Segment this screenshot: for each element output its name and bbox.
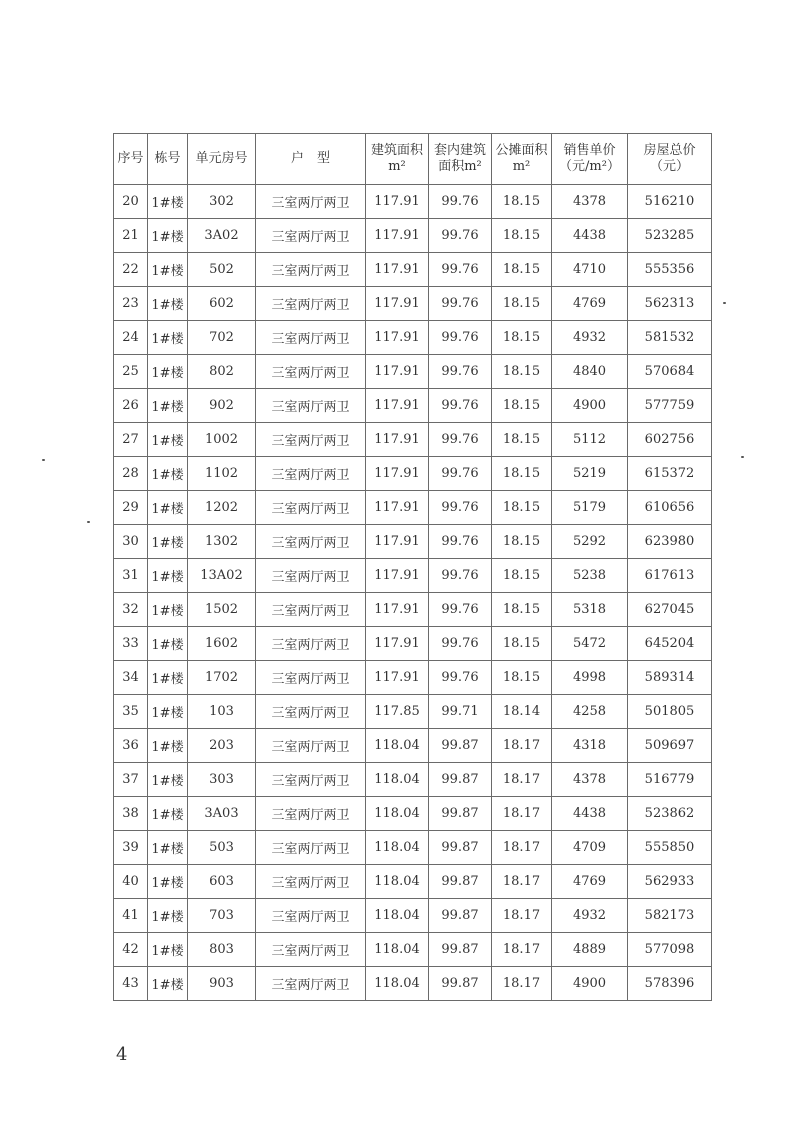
- cell-building-area: 118.04: [366, 729, 429, 763]
- cell-building-area: 117.91: [366, 661, 429, 695]
- cell-building: 1#楼: [148, 355, 188, 389]
- table-row: [114, 457, 712, 491]
- header-label: 套内建筑: [433, 143, 486, 158]
- cell-unit: 902: [188, 389, 256, 423]
- table-row: [114, 763, 712, 797]
- header-unit-label: （元）: [649, 159, 689, 174]
- header-label: 公摊面积: [495, 143, 548, 158]
- cell-index: 35: [114, 695, 148, 729]
- cell-building: 1#楼: [148, 389, 188, 423]
- cell-building: 1#楼: [148, 627, 188, 661]
- cell-unit: 303: [188, 763, 256, 797]
- table-row: [114, 321, 712, 355]
- cell-building: 1#楼: [148, 593, 188, 627]
- cell-total-price: 581532: [628, 321, 712, 355]
- cell-total-price: 501805: [628, 695, 712, 729]
- cell-unit-price: 4769: [552, 865, 628, 899]
- cell-layout: 三室两厅两卫: [256, 967, 366, 1001]
- scan-speck: [87, 521, 90, 523]
- cell-building: 1#楼: [148, 253, 188, 287]
- cell-unit: 302: [188, 185, 256, 219]
- cell-layout: 三室两厅两卫: [256, 763, 366, 797]
- cell-unit: 1502: [188, 593, 256, 627]
- cell-unit: 702: [188, 321, 256, 355]
- cell-building: 1#楼: [148, 287, 188, 321]
- header-unit: [188, 134, 256, 185]
- table-row: [114, 559, 712, 593]
- cell-total-price: 582173: [628, 899, 712, 933]
- cell-building: 1#楼: [148, 525, 188, 559]
- header-label: 销售单价: [563, 143, 616, 158]
- cell-total-price: 577098: [628, 933, 712, 967]
- cell-shared-area: 18.15: [492, 355, 552, 389]
- cell-layout: 三室两厅两卫: [256, 559, 366, 593]
- cell-total-price: 523285: [628, 219, 712, 253]
- cell-building-area: 117.91: [366, 559, 429, 593]
- cell-unit: 203: [188, 729, 256, 763]
- cell-building-area: 117.91: [366, 627, 429, 661]
- cell-building-area: 117.91: [366, 525, 429, 559]
- cell-layout: 三室两厅两卫: [256, 491, 366, 525]
- cell-unit: 1602: [188, 627, 256, 661]
- cell-unit: 602: [188, 287, 256, 321]
- cell-unit: 103: [188, 695, 256, 729]
- header-unit-label: m²: [512, 159, 531, 174]
- header-label: 房屋总价: [643, 143, 696, 158]
- cell-shared-area: 18.15: [492, 185, 552, 219]
- header-inner-area: [429, 134, 492, 185]
- cell-index: 25: [114, 355, 148, 389]
- cell-index: 33: [114, 627, 148, 661]
- scan-speck: [723, 302, 726, 304]
- cell-unit-price: 5238: [552, 559, 628, 593]
- cell-unit: 1102: [188, 457, 256, 491]
- cell-building: 1#楼: [148, 219, 188, 253]
- cell-building-area: 118.04: [366, 865, 429, 899]
- cell-shared-area: 18.14: [492, 695, 552, 729]
- cell-building: 1#楼: [148, 763, 188, 797]
- header-label: 单元房号: [195, 151, 248, 166]
- cell-shared-area: 18.15: [492, 491, 552, 525]
- cell-unit-price: 4932: [552, 899, 628, 933]
- cell-inner-area: 99.87: [429, 729, 492, 763]
- cell-inner-area: 99.76: [429, 627, 492, 661]
- cell-unit: 703: [188, 899, 256, 933]
- page-number: 4: [116, 1044, 128, 1065]
- cell-total-price: 623980: [628, 525, 712, 559]
- cell-building-area: 117.91: [366, 389, 429, 423]
- cell-shared-area: 18.15: [492, 321, 552, 355]
- cell-layout: 三室两厅两卫: [256, 729, 366, 763]
- cell-building: 1#楼: [148, 695, 188, 729]
- cell-inner-area: 99.87: [429, 967, 492, 1001]
- cell-inner-area: 99.76: [429, 525, 492, 559]
- cell-index: 24: [114, 321, 148, 355]
- cell-building-area: 118.04: [366, 933, 429, 967]
- cell-inner-area: 99.87: [429, 797, 492, 831]
- cell-index: 27: [114, 423, 148, 457]
- header-unit-price: [552, 134, 628, 185]
- cell-shared-area: 18.15: [492, 457, 552, 491]
- cell-index: 38: [114, 797, 148, 831]
- cell-shared-area: 18.15: [492, 661, 552, 695]
- cell-shared-area: 18.15: [492, 219, 552, 253]
- cell-shared-area: 18.15: [492, 525, 552, 559]
- cell-shared-area: 18.17: [492, 797, 552, 831]
- cell-index: 36: [114, 729, 148, 763]
- table-row: [114, 729, 712, 763]
- cell-total-price: 562313: [628, 287, 712, 321]
- cell-index: 42: [114, 933, 148, 967]
- cell-building-area: 118.04: [366, 967, 429, 1001]
- cell-unit: 3A03: [188, 797, 256, 831]
- cell-unit-price: 4258: [552, 695, 628, 729]
- cell-inner-area: 99.76: [429, 491, 492, 525]
- header-shared-area: [492, 134, 552, 185]
- cell-inner-area: 99.76: [429, 355, 492, 389]
- cell-unit: 903: [188, 967, 256, 1001]
- cell-unit-price: 5318: [552, 593, 628, 627]
- cell-building-area: 117.91: [366, 355, 429, 389]
- cell-inner-area: 99.87: [429, 831, 492, 865]
- cell-unit: 1202: [188, 491, 256, 525]
- cell-layout: 三室两厅两卫: [256, 899, 366, 933]
- cell-shared-area: 18.15: [492, 389, 552, 423]
- table-row: [114, 219, 712, 253]
- cell-layout: 三室两厅两卫: [256, 219, 366, 253]
- cell-index: 23: [114, 287, 148, 321]
- cell-shared-area: 18.15: [492, 627, 552, 661]
- cell-building: 1#楼: [148, 423, 188, 457]
- cell-unit: 503: [188, 831, 256, 865]
- cell-layout: 三室两厅两卫: [256, 593, 366, 627]
- cell-index: 29: [114, 491, 148, 525]
- cell-building: 1#楼: [148, 321, 188, 355]
- table-row: [114, 185, 712, 219]
- header-label: 栋号: [154, 151, 181, 166]
- table-row: [114, 865, 712, 899]
- cell-inner-area: 99.76: [429, 287, 492, 321]
- cell-unit-price: 4900: [552, 967, 628, 1001]
- cell-building-area: 118.04: [366, 831, 429, 865]
- cell-building-area: 117.91: [366, 491, 429, 525]
- cell-unit-price: 4438: [552, 797, 628, 831]
- cell-shared-area: 18.17: [492, 729, 552, 763]
- cell-total-price: 602756: [628, 423, 712, 457]
- cell-inner-area: 99.76: [429, 253, 492, 287]
- cell-inner-area: 99.76: [429, 457, 492, 491]
- cell-total-price: 627045: [628, 593, 712, 627]
- table-row: [114, 593, 712, 627]
- cell-total-price: 562933: [628, 865, 712, 899]
- cell-total-price: 555850: [628, 831, 712, 865]
- cell-index: 21: [114, 219, 148, 253]
- cell-inner-area: 99.76: [429, 219, 492, 253]
- cell-unit: 1302: [188, 525, 256, 559]
- cell-index: 22: [114, 253, 148, 287]
- cell-building-area: 117.91: [366, 593, 429, 627]
- cell-inner-area: 99.87: [429, 865, 492, 899]
- cell-unit: 1002: [188, 423, 256, 457]
- cell-total-price: 523862: [628, 797, 712, 831]
- cell-total-price: 645204: [628, 627, 712, 661]
- cell-building-area: 118.04: [366, 797, 429, 831]
- cell-inner-area: 99.87: [429, 933, 492, 967]
- table-row: [114, 355, 712, 389]
- scan-speck: [741, 456, 744, 458]
- cell-unit: 803: [188, 933, 256, 967]
- header-label: 序号: [117, 151, 144, 166]
- cell-unit-price: 4900: [552, 389, 628, 423]
- cell-layout: 三室两厅两卫: [256, 389, 366, 423]
- cell-layout: 三室两厅两卫: [256, 831, 366, 865]
- cell-inner-area: 99.76: [429, 559, 492, 593]
- table-row: [114, 695, 712, 729]
- cell-index: 37: [114, 763, 148, 797]
- cell-index: 32: [114, 593, 148, 627]
- cell-index: 41: [114, 899, 148, 933]
- cell-building: 1#楼: [148, 899, 188, 933]
- header-building-area: [366, 134, 429, 185]
- cell-shared-area: 18.17: [492, 899, 552, 933]
- cell-inner-area: 99.76: [429, 185, 492, 219]
- cell-total-price: 516779: [628, 763, 712, 797]
- cell-unit-price: 4932: [552, 321, 628, 355]
- cell-building-area: 118.04: [366, 763, 429, 797]
- cell-layout: 三室两厅两卫: [256, 797, 366, 831]
- cell-index: 26: [114, 389, 148, 423]
- scan-speck: [42, 459, 45, 461]
- cell-unit-price: 5112: [552, 423, 628, 457]
- cell-total-price: 617613: [628, 559, 712, 593]
- cell-index: 20: [114, 185, 148, 219]
- header-label: 建筑面积: [370, 143, 423, 158]
- cell-unit-price: 4889: [552, 933, 628, 967]
- cell-unit: 603: [188, 865, 256, 899]
- cell-shared-area: 18.15: [492, 593, 552, 627]
- price-table: [113, 133, 712, 1001]
- cell-layout: 三室两厅两卫: [256, 253, 366, 287]
- cell-building: 1#楼: [148, 661, 188, 695]
- cell-unit: 3A02: [188, 219, 256, 253]
- table-row: [114, 389, 712, 423]
- cell-building-area: 117.91: [366, 457, 429, 491]
- cell-unit-price: 5292: [552, 525, 628, 559]
- cell-building-area: 117.91: [366, 219, 429, 253]
- cell-total-price: 516210: [628, 185, 712, 219]
- cell-layout: 三室两厅两卫: [256, 695, 366, 729]
- cell-index: 43: [114, 967, 148, 1001]
- cell-building-area: 117.91: [366, 287, 429, 321]
- cell-shared-area: 18.15: [492, 287, 552, 321]
- cell-index: 28: [114, 457, 148, 491]
- cell-total-price: 509697: [628, 729, 712, 763]
- header-total-price: [628, 134, 712, 185]
- cell-building: 1#楼: [148, 559, 188, 593]
- cell-unit-price: 4378: [552, 185, 628, 219]
- cell-building: 1#楼: [148, 185, 188, 219]
- cell-building-area: 117.91: [366, 423, 429, 457]
- cell-layout: 三室两厅两卫: [256, 321, 366, 355]
- cell-building: 1#楼: [148, 933, 188, 967]
- table-row: [114, 797, 712, 831]
- cell-shared-area: 18.17: [492, 933, 552, 967]
- header-unit-label: （元/m²）: [559, 159, 620, 174]
- cell-inner-area: 99.87: [429, 763, 492, 797]
- table-row: [114, 627, 712, 661]
- cell-building: 1#楼: [148, 797, 188, 831]
- cell-inner-area: 99.76: [429, 593, 492, 627]
- cell-unit-price: 4769: [552, 287, 628, 321]
- table-row: [114, 287, 712, 321]
- cell-building-area: 117.91: [366, 253, 429, 287]
- cell-building-area: 117.91: [366, 321, 429, 355]
- cell-layout: 三室两厅两卫: [256, 627, 366, 661]
- cell-shared-area: 18.15: [492, 559, 552, 593]
- cell-total-price: 578396: [628, 967, 712, 1001]
- cell-shared-area: 18.15: [492, 253, 552, 287]
- cell-total-price: 577759: [628, 389, 712, 423]
- cell-building-area: 118.04: [366, 899, 429, 933]
- cell-unit: 802: [188, 355, 256, 389]
- cell-unit-price: 4710: [552, 253, 628, 287]
- cell-total-price: 555356: [628, 253, 712, 287]
- cell-building: 1#楼: [148, 729, 188, 763]
- cell-shared-area: 18.15: [492, 423, 552, 457]
- cell-inner-area: 99.71: [429, 695, 492, 729]
- header-unit-label: m²: [388, 159, 406, 174]
- cell-shared-area: 18.17: [492, 967, 552, 1001]
- table-row: [114, 661, 712, 695]
- cell-unit-price: 5219: [552, 457, 628, 491]
- cell-unit-price: 4378: [552, 763, 628, 797]
- cell-layout: 三室两厅两卫: [256, 661, 366, 695]
- cell-shared-area: 18.17: [492, 831, 552, 865]
- cell-building-area: 117.91: [366, 185, 429, 219]
- cell-inner-area: 99.76: [429, 321, 492, 355]
- cell-layout: 三室两厅两卫: [256, 457, 366, 491]
- header-unit-label: 面积m²: [438, 159, 482, 174]
- cell-building: 1#楼: [148, 491, 188, 525]
- cell-unit-price: 4709: [552, 831, 628, 865]
- cell-unit-price: 4318: [552, 729, 628, 763]
- cell-unit: 502: [188, 253, 256, 287]
- table-row: [114, 831, 712, 865]
- table-row: [114, 253, 712, 287]
- cell-unit-price: 4998: [552, 661, 628, 695]
- cell-inner-area: 99.76: [429, 423, 492, 457]
- cell-shared-area: 18.17: [492, 865, 552, 899]
- cell-layout: 三室两厅两卫: [256, 355, 366, 389]
- cell-inner-area: 99.76: [429, 661, 492, 695]
- cell-layout: 三室两厅两卫: [256, 423, 366, 457]
- cell-layout: 三室两厅两卫: [256, 525, 366, 559]
- cell-index: 40: [114, 865, 148, 899]
- cell-building: 1#楼: [148, 967, 188, 1001]
- cell-unit: 1702: [188, 661, 256, 695]
- cell-building: 1#楼: [148, 831, 188, 865]
- cell-inner-area: 99.87: [429, 899, 492, 933]
- table-body: [114, 185, 712, 1001]
- cell-unit-price: 5179: [552, 491, 628, 525]
- cell-index: 30: [114, 525, 148, 559]
- table-row: [114, 933, 712, 967]
- cell-layout: 三室两厅两卫: [256, 933, 366, 967]
- cell-building-area: 117.85: [366, 695, 429, 729]
- cell-unit-price: 4438: [552, 219, 628, 253]
- cell-layout: 三室两厅两卫: [256, 185, 366, 219]
- cell-building: 1#楼: [148, 865, 188, 899]
- cell-unit-price: 5472: [552, 627, 628, 661]
- cell-index: 34: [114, 661, 148, 695]
- cell-building: 1#楼: [148, 457, 188, 491]
- header-index: [114, 134, 148, 185]
- cell-unit: 13A02: [188, 559, 256, 593]
- cell-total-price: 570684: [628, 355, 712, 389]
- cell-total-price: 610656: [628, 491, 712, 525]
- table-row: [114, 899, 712, 933]
- header-label: 户 型: [290, 151, 330, 166]
- cell-unit-price: 4840: [552, 355, 628, 389]
- header-building: [148, 134, 188, 185]
- table-row: [114, 491, 712, 525]
- header-layout: [256, 134, 366, 185]
- table-header-row: [114, 134, 712, 185]
- cell-layout: 三室两厅两卫: [256, 865, 366, 899]
- table-row: [114, 423, 712, 457]
- cell-shared-area: 18.17: [492, 763, 552, 797]
- table-row: [114, 967, 712, 1001]
- price-table-container: [113, 133, 711, 1001]
- cell-total-price: 589314: [628, 661, 712, 695]
- cell-layout: 三室两厅两卫: [256, 287, 366, 321]
- cell-total-price: 615372: [628, 457, 712, 491]
- cell-index: 39: [114, 831, 148, 865]
- table-row: [114, 525, 712, 559]
- cell-index: 31: [114, 559, 148, 593]
- cell-inner-area: 99.76: [429, 389, 492, 423]
